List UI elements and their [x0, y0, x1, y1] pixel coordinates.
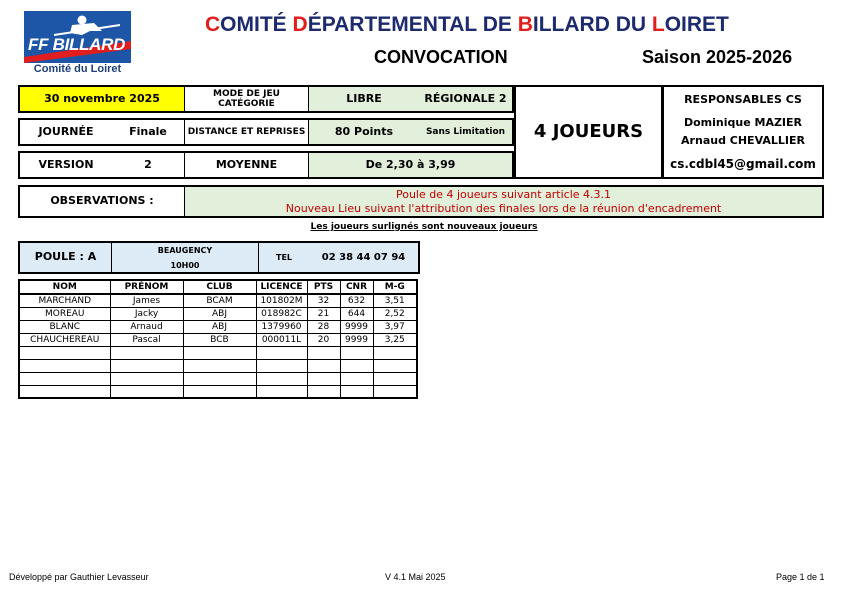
footer-credit: Développé par Gauthier Levasseur [9, 572, 149, 582]
table-row [19, 333, 417, 346]
column-header: CLUB [183, 280, 256, 294]
table-cell [19, 385, 110, 398]
title-part: C [205, 13, 221, 36]
table-cell [256, 359, 307, 372]
responsable-name-2: Arnaud CHEVALLIER [681, 133, 805, 147]
observation-line-1: Poule de 4 joueurs suivant article 4.3.1 [395, 188, 612, 201]
title-part: OIRET [664, 13, 729, 36]
table-row [19, 307, 417, 320]
players-table [18, 279, 418, 399]
table-cell [256, 372, 307, 385]
column-header: CNR [340, 280, 373, 294]
table-header-row [19, 280, 417, 294]
column-header: PRÉNOM [110, 280, 183, 294]
poule-label: POULE : A [20, 243, 111, 272]
table-cell [373, 372, 417, 385]
mode-value: LIBRE [346, 91, 382, 105]
column-header: PTS [307, 280, 340, 294]
table-cell: Pascal [110, 333, 183, 346]
table-cell [373, 359, 417, 372]
moyenne-label: MOYENNE [215, 157, 278, 171]
table-cell [373, 385, 417, 398]
poule-tel-value: 02 38 44 07 94 [321, 251, 406, 263]
footer-page: Page 1 de 1 [776, 572, 825, 582]
table-cell: 000011L [256, 333, 307, 346]
table-cell: 1379960 [256, 320, 307, 333]
table-cell: MOREAU [19, 307, 110, 320]
reprises-value: Sans Limitation [425, 126, 506, 137]
players-count: 4 JOUEURS [533, 120, 644, 142]
title-part: D [292, 13, 308, 36]
season-heading: Saison 2025-2026 [642, 47, 793, 67]
poule-time: 10H00 [170, 261, 200, 270]
table-cell: 632 [340, 294, 373, 307]
table-cell: 3,25 [373, 333, 417, 346]
table-row [19, 372, 417, 385]
table-cell [110, 372, 183, 385]
players-count-box [514, 85, 663, 179]
table-cell: CHAUCHEREAU [19, 333, 110, 346]
table-cell [110, 346, 183, 359]
table-cell [183, 385, 256, 398]
table-cell: BLANC [19, 320, 110, 333]
responsables-email: cs.cdbl45@gmail.com [670, 157, 816, 172]
table-cell [19, 346, 110, 359]
title-part: ÉPARTEMENTAL DE [307, 13, 518, 36]
table-row [19, 385, 417, 398]
poule-row [18, 241, 420, 274]
table-cell: 644 [340, 307, 373, 320]
title-part: B [517, 13, 533, 36]
table-cell [307, 372, 340, 385]
table-cell: 32 [307, 294, 340, 307]
distance-label: DISTANCE ET REPRISES [187, 126, 306, 137]
observations-content [185, 187, 822, 216]
table-cell: BCB [183, 333, 256, 346]
observations-row [18, 185, 824, 218]
mode-label: MODE DE JEU CATÉGORIE [213, 88, 280, 109]
table-cell [340, 372, 373, 385]
table-cell [183, 372, 256, 385]
table-cell: 20 [307, 333, 340, 346]
responsables-label: RESPONSABLES CS [684, 92, 802, 106]
moyenne-value: De 2,30 à 3,99 [309, 153, 512, 177]
poule-tel-label: TEL [275, 252, 293, 262]
info-row-date [18, 85, 514, 113]
table-cell [19, 372, 110, 385]
responsables-box [662, 85, 824, 179]
date-cell: 30 novembre 2025 [20, 87, 184, 111]
table-cell: 21 [307, 307, 340, 320]
poule-location-cell [112, 243, 258, 272]
column-header: NOM [19, 280, 110, 294]
poule-location: BEAUGENCY [157, 246, 213, 255]
table-cell [340, 385, 373, 398]
table-cell [307, 346, 340, 359]
table-cell [340, 346, 373, 359]
table-cell: 28 [307, 320, 340, 333]
journee-label: JOURNÉE [38, 124, 94, 138]
table-cell [183, 346, 256, 359]
version-label: VERSION [38, 157, 94, 171]
table-cell: Arnaud [110, 320, 183, 333]
convocation-heading: CONVOCATION [374, 47, 508, 67]
ff-billard-logo [24, 11, 131, 77]
table-cell [256, 346, 307, 359]
table-row [19, 320, 417, 333]
page-title [205, 13, 842, 37]
table-cell [307, 385, 340, 398]
distance-value: 80 Points [334, 124, 394, 138]
info-row-version [18, 151, 514, 179]
logo-sub-text: Comité du Loiret [33, 63, 122, 75]
table-cell [307, 359, 340, 372]
table-cell: Jacky [110, 307, 183, 320]
table-cell [183, 359, 256, 372]
table-cell: ABJ [183, 320, 256, 333]
observations-label: OBSERVATIONS : [50, 194, 154, 208]
table-cell: ABJ [183, 307, 256, 320]
table-row [19, 294, 417, 307]
responsable-name-1: Dominique MAZIER [683, 115, 803, 129]
table-cell: 018982C [256, 307, 307, 320]
title-part: OMITÉ [220, 13, 293, 36]
journee-value: Finale [129, 124, 167, 138]
table-cell [110, 385, 183, 398]
logo-badge [24, 11, 131, 63]
table-cell: James [110, 294, 183, 307]
table-cell: 9999 [340, 320, 373, 333]
table-cell: 9999 [340, 333, 373, 346]
table-row [19, 346, 417, 359]
category-value: RÉGIONALE 2 [424, 91, 507, 105]
table-cell: 2,52 [373, 307, 417, 320]
title-part: ILLARD DU [532, 13, 652, 36]
footer-version: V 4.1 Mai 2025 [385, 572, 446, 582]
table-cell: 3,97 [373, 320, 417, 333]
logo-main-text: FF BILLARD [28, 35, 126, 54]
info-row-journee [18, 118, 514, 146]
table-cell: 101802M [256, 294, 307, 307]
table-cell: MARCHAND [19, 294, 110, 307]
version-value: 2 [144, 157, 152, 171]
column-header: M-G [373, 280, 417, 294]
title-part: L [651, 13, 665, 36]
table-cell [373, 346, 417, 359]
table-cell: 3,51 [373, 294, 417, 307]
table-cell [340, 359, 373, 372]
table-row [19, 359, 417, 372]
column-header: LICENCE [256, 280, 307, 294]
table-cell: BCAM [183, 294, 256, 307]
new-players-notice: Les joueurs surlignés sont nouveaux joueurs [310, 222, 538, 232]
table-cell [19, 359, 110, 372]
table-cell [110, 359, 183, 372]
observation-line-2: Nouveau Lieu suivant l'attribution des finales lors de la réunion d'encadrement [285, 202, 722, 215]
table-cell [256, 385, 307, 398]
